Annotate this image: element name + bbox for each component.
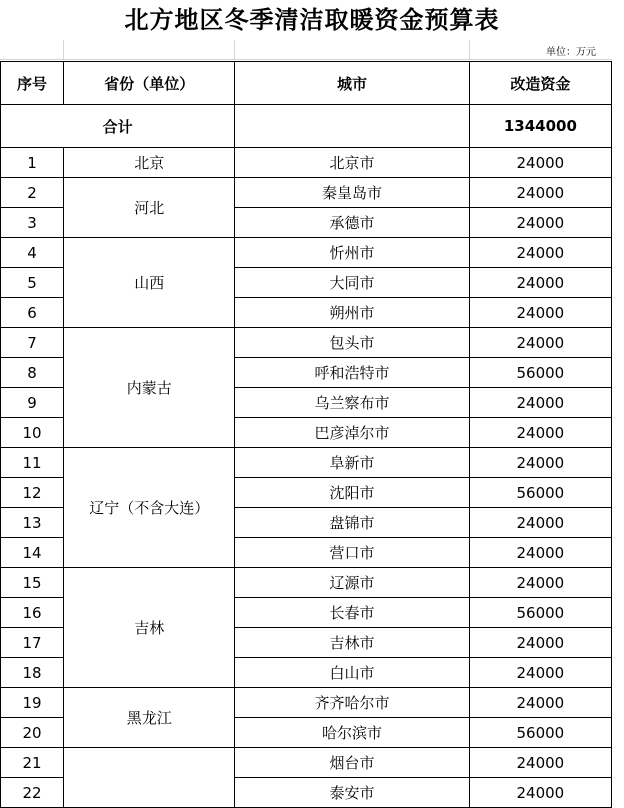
city-cell[interactable]: 巴彦淖尔市 (235, 418, 469, 448)
city-cell[interactable]: 阜新市 (235, 448, 469, 478)
province-cell[interactable]: 黑龙江 (64, 688, 235, 748)
seq-cell[interactable]: 21 (1, 748, 64, 778)
table-row (1, 748, 612, 778)
seq-cell[interactable]: 13 (1, 508, 64, 538)
fund-cell[interactable]: 56000 (469, 718, 611, 748)
seq-cell[interactable]: 15 (1, 568, 64, 598)
province-cell[interactable]: 河北 (64, 178, 235, 238)
fund-cell[interactable]: 24000 (469, 208, 611, 238)
total-empty-cell[interactable] (235, 105, 469, 148)
fund-cell[interactable]: 24000 (469, 298, 611, 328)
fund-cell[interactable]: 24000 (469, 388, 611, 418)
province-cell[interactable]: 山西 (64, 238, 235, 328)
table-row (1, 568, 612, 598)
fund-cell[interactable]: 24000 (469, 148, 611, 178)
seq-cell[interactable]: 5 (1, 268, 64, 298)
seq-cell[interactable]: 18 (1, 658, 64, 688)
fund-cell[interactable]: 24000 (469, 538, 611, 568)
city-cell[interactable]: 秦皇岛市 (235, 178, 469, 208)
province-cell[interactable] (64, 748, 235, 808)
fund-cell[interactable]: 24000 (469, 178, 611, 208)
fund-cell[interactable]: 56000 (469, 598, 611, 628)
table-row (1, 688, 612, 718)
table-row (1, 238, 612, 268)
table-row (1, 328, 612, 358)
table-row (1, 148, 612, 178)
total-label[interactable]: 合计 (1, 105, 235, 148)
city-cell[interactable]: 乌兰察布市 (235, 388, 469, 418)
city-cell[interactable]: 白山市 (235, 658, 469, 688)
fund-cell[interactable]: 24000 (469, 268, 611, 298)
city-cell[interactable]: 盘锦市 (235, 508, 469, 538)
city-cell[interactable]: 沈阳市 (235, 478, 469, 508)
city-cell[interactable]: 吉林市 (235, 628, 469, 658)
sheet-title: 北方地区冬季清洁取暖资金预算表 (124, 5, 500, 34)
fund-cell[interactable]: 24000 (469, 658, 611, 688)
total-value[interactable]: 1344000 (469, 105, 611, 148)
fund-cell[interactable]: 24000 (469, 748, 611, 778)
seq-cell[interactable]: 19 (1, 688, 64, 718)
province-cell[interactable]: 吉林 (64, 568, 235, 688)
fund-cell[interactable]: 56000 (469, 358, 611, 388)
city-cell[interactable]: 辽源市 (235, 568, 469, 598)
province-cell[interactable]: 内蒙古 (64, 328, 235, 448)
fund-cell[interactable]: 24000 (469, 418, 611, 448)
fund-cell[interactable]: 24000 (469, 448, 611, 478)
seq-cell[interactable]: 10 (1, 418, 64, 448)
city-cell[interactable]: 朔州市 (235, 298, 469, 328)
city-cell[interactable]: 大同市 (235, 268, 469, 298)
seq-cell[interactable]: 8 (1, 358, 64, 388)
fund-cell[interactable]: 24000 (469, 568, 611, 598)
seq-cell[interactable]: 16 (1, 598, 64, 628)
unit-row (0, 40, 624, 60)
fund-cell[interactable]: 24000 (469, 628, 611, 658)
empty-cell[interactable] (0, 40, 64, 60)
city-cell[interactable]: 营口市 (235, 538, 469, 568)
province-cell[interactable]: 辽宁（不含大连） (64, 448, 235, 568)
empty-cell[interactable] (64, 40, 235, 60)
city-cell[interactable]: 长春市 (235, 598, 469, 628)
seq-cell[interactable]: 17 (1, 628, 64, 658)
seq-cell[interactable]: 2 (1, 178, 64, 208)
seq-cell[interactable]: 6 (1, 298, 64, 328)
seq-cell[interactable]: 20 (1, 718, 64, 748)
unit-label: 单位：万元 (546, 47, 596, 58)
seq-cell[interactable]: 4 (1, 238, 64, 268)
fund-cell[interactable]: 24000 (469, 688, 611, 718)
city-cell[interactable]: 包头市 (235, 328, 469, 358)
seq-cell[interactable]: 1 (1, 148, 64, 178)
empty-cell[interactable] (235, 40, 470, 60)
city-cell[interactable]: 忻州市 (235, 238, 469, 268)
seq-cell[interactable]: 3 (1, 208, 64, 238)
city-cell[interactable]: 哈尔滨市 (235, 718, 469, 748)
seq-cell[interactable]: 11 (1, 448, 64, 478)
city-cell[interactable]: 呼和浩特市 (235, 358, 469, 388)
seq-cell[interactable]: 22 (1, 778, 64, 808)
fund-cell[interactable]: 56000 (469, 478, 611, 508)
province-cell[interactable]: 北京 (64, 148, 235, 178)
city-cell[interactable]: 北京市 (235, 148, 469, 178)
header-city[interactable]: 城市 (235, 62, 469, 105)
fund-cell[interactable]: 24000 (469, 778, 611, 808)
seq-cell[interactable]: 12 (1, 478, 64, 508)
table-row (1, 178, 612, 208)
city-cell[interactable]: 承德市 (235, 208, 469, 238)
city-cell[interactable]: 烟台市 (235, 748, 469, 778)
city-cell[interactable]: 泰安市 (235, 778, 469, 808)
budget-table (0, 61, 612, 808)
header-row (1, 62, 612, 105)
seq-cell[interactable]: 7 (1, 328, 64, 358)
fund-cell[interactable]: 24000 (469, 238, 611, 268)
total-row (1, 105, 612, 148)
seq-cell[interactable]: 14 (1, 538, 64, 568)
seq-cell[interactable]: 9 (1, 388, 64, 418)
table-row (1, 448, 612, 478)
header-fund[interactable]: 改造资金 (469, 62, 611, 105)
city-cell[interactable]: 齐齐哈尔市 (235, 688, 469, 718)
fund-cell[interactable]: 24000 (469, 508, 611, 538)
fund-cell[interactable]: 24000 (469, 328, 611, 358)
header-province[interactable]: 省份（单位） (64, 62, 235, 105)
header-seq[interactable]: 序号 (1, 62, 64, 105)
